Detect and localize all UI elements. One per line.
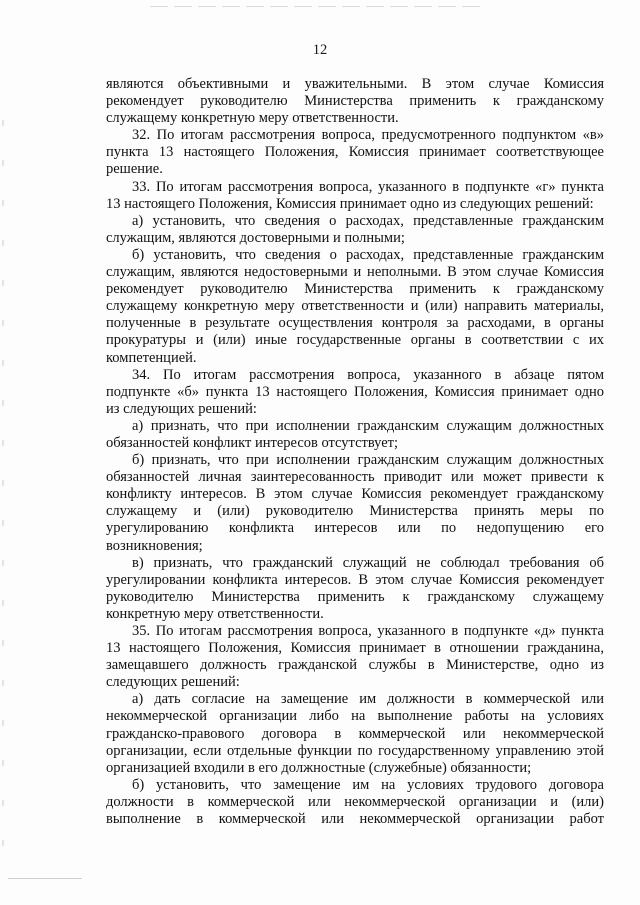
paragraph [106,418,604,452]
scan-artifact-top [150,6,480,7]
text-line: 13 настоящего Положения, Комиссия принимает одно из следующих решений: [106,195,594,212]
text-line: б) признать, что при исполнении гражданским служащим должностных [132,452,604,469]
document-body [106,76,604,828]
paragraph [106,179,604,213]
text-line: возникновения; [106,537,203,554]
text-line: служащим, являются достоверными и полными; [106,229,405,246]
text-line: служащему конкретную меру ответственности. [106,110,399,127]
paragraph [106,777,604,828]
paragraph [106,247,604,367]
scan-artifact-bottom [8,878,82,879]
text-line: организации, если отдельные функции по государственному управлению этой [106,742,604,759]
text-line: некоммерческой организации либо на выполнение работы на условиях [106,708,604,725]
text-line: полученные в результате осуществления контроля за расходами, в органы [106,315,604,332]
text-line: 33. По итогам рассмотрения вопроса, указанного в подпункте «г» пункта [132,178,604,195]
paragraph [106,127,604,178]
text-line: в) признать, что гражданский служащий не соблюдал требования об [132,554,604,571]
text-line: конфликту интересов. В этом случае Комиссия рекомендует гражданскому [106,486,604,503]
text-line: б) установить, что сведения о расходах, представленные гражданским [132,246,604,263]
text-line: прокуратуры и (или) иные государственные органы в соответствии с их [106,332,604,349]
text-line: служащему конкретную меру ответственности и (или) направить материалы, [106,298,604,315]
text-line: подпункте «б» пункта 13 настоящего Положения, Комиссия принимает одно [106,383,604,400]
text-line: пункта 13 настоящего Положения, Комиссия принимает соответствующее [106,144,604,161]
paragraph [106,623,604,691]
text-line: а) дать согласие на замещение им должности в коммерческой или [132,691,604,708]
text-line: решение. [106,161,163,178]
text-line: компетенцией. [106,349,197,366]
text-line: являются объективными и уважительными. В этом случае Комиссия [106,76,604,92]
text-line: урегулировании конфликта интересов. В этом случае Комиссия рекомендует [106,571,604,588]
paragraph [106,367,604,418]
text-line: обязанностей личная заинтересованность приводит или может привести к [106,469,604,486]
text-line: служащим, являются недостоверными и неполными. В этом случае Комиссия [106,264,604,281]
text-line: урегулированию конфликта интересов или по недопущению его [106,520,604,537]
text-line: из следующих решений: [106,400,257,417]
text-line: 32. По итогам рассмотрения вопроса, предусмотренного подпунктом «в» [132,127,604,144]
text-line: рекомендует руководителю Министерства применить к гражданскому [106,93,604,110]
page-number: 12 [312,42,328,58]
text-line: обязанностей конфликт интересов отсутствует; [106,434,399,451]
text-line: б) установить, что замещение им на условиях трудового договора [132,776,604,793]
text-line: служащему и (или) руководителю Министерства принять меры по [106,503,604,520]
text-line: гражданско-правового договора в коммерческой или некоммерческой [106,725,604,742]
paragraph [106,691,604,776]
scan-artifact-left [2,120,4,880]
paragraph [106,452,604,555]
text-line: руководителю Министерства применить к гражданскому служащему [106,588,604,605]
paragraph [106,76,604,127]
text-line: 13 настоящего Положения, Комиссия принимает в отношении гражданина, [106,640,604,657]
text-line: организацией входили в его должностные (служебные) обязанности; [106,759,532,776]
text-line: выполнение в коммерческой или некоммерческой организации работ [106,811,604,828]
text-line: а) признать, что при исполнении гражданским служащим должностных [132,417,604,434]
text-line: следующих решений: [106,674,240,691]
text-line: должности в коммерческой или некоммерческой организации и (или) [106,793,604,810]
text-line: 34. По итогам рассмотрения вопроса, указанного в абзаце пятом [132,366,604,383]
text-line: замещавшего должность гражданской службы в Министерстве, одно из [106,657,604,674]
text-line: конкретную меру ответственности. [106,605,324,622]
paragraph [106,213,604,247]
text-line: рекомендует руководителю Министерства применить к гражданскому [106,281,604,298]
text-line: 35. По итогам рассмотрения вопроса, указанного в подпункте «д» пункта [132,623,604,639]
text-line: а) установить, что сведения о расходах, представленные гражданским [132,212,604,229]
paragraph [106,555,604,623]
